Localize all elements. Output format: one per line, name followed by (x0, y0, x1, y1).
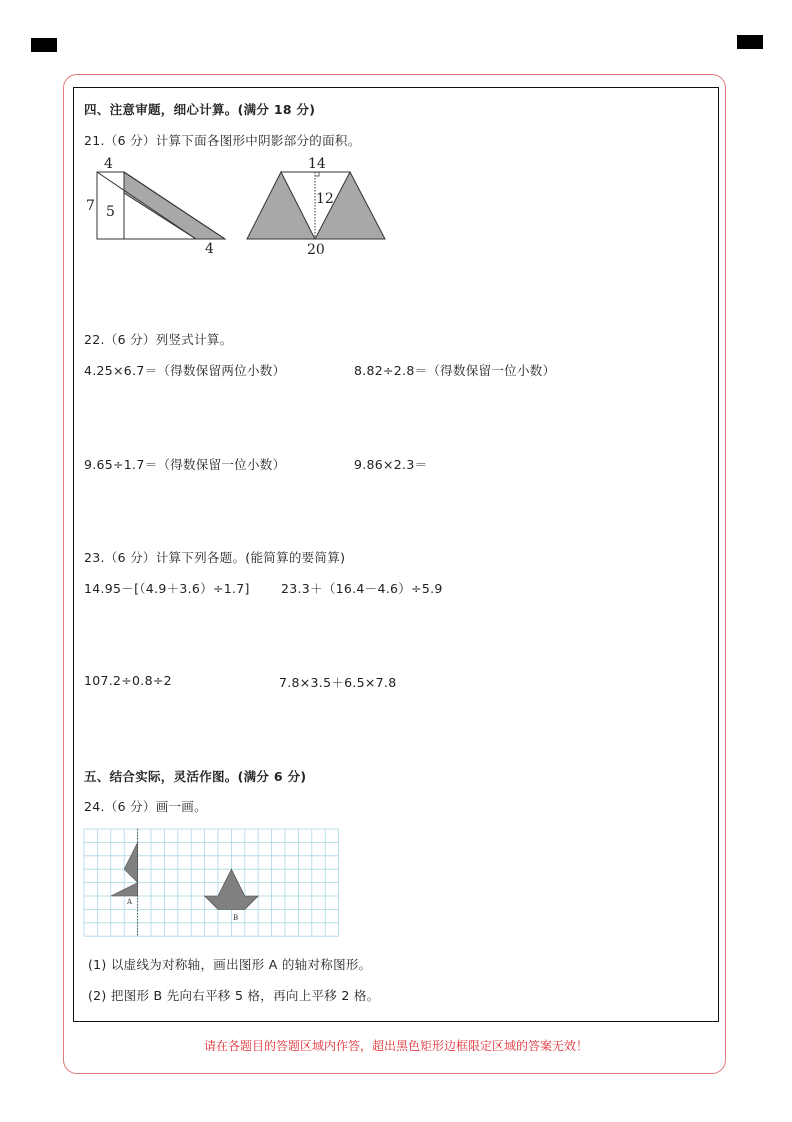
shape-a-label: A (127, 898, 133, 906)
q24-prompt: 24.（6 分）画一画。 (84, 799, 207, 814)
q23-item-2: 23.3＋（16.4－4.6）÷5.9 (281, 581, 443, 596)
fig2-height-label: 12 (316, 191, 334, 207)
section-5-title: 五、结合实际，灵活作图。(满分 6 分) (84, 769, 307, 784)
q22-item-2: 8.82÷2.8＝（得数保留一位小数） (354, 363, 556, 378)
fig2-top-label: 14 (308, 156, 326, 172)
fig1-top-label: 4 (104, 156, 113, 172)
fig1-left-label: 7 (86, 198, 95, 214)
fig2-bottom-label: 20 (307, 242, 325, 258)
section-4-title: 四、注意审题，细心计算。(满分 18 分) (84, 102, 316, 117)
q24-task-1: (1) 以虚线为对称轴，画出图形 A 的轴对称图形。 (88, 957, 372, 972)
q23-item-3: 107.2÷0.8÷2 (84, 673, 172, 688)
q22-item-3: 9.65÷1.7＝（得数保留一位小数） (84, 457, 286, 472)
footer-notice: 请在各题目的答题区域内作答，超出黑色矩形边框限定区域的答案无效！ (203, 1039, 588, 1053)
fig1-inner-label: 5 (106, 204, 115, 220)
q24-grid-figure (84, 829, 340, 937)
q22-item-1: 4.25×6.7＝（得数保留两位小数） (84, 363, 286, 378)
q23-prompt: 23.（6 分）计算下列各题。(能简算的要简算) (84, 550, 346, 565)
q22-item-4: 9.86×2.3＝ (354, 457, 428, 472)
q23-item-4: 7.8×3.5＋6.5×7.8 (279, 675, 397, 690)
q23-item-1: 14.95－[（4.9＋3.6）÷1.7] (84, 581, 250, 596)
fig1-bottom-label: 4 (205, 241, 214, 257)
q21-prompt: 21.（6 分）计算下面各图形中阴影部分的面积。 (84, 133, 361, 148)
shape-b-label: B (233, 914, 239, 922)
q22-prompt: 22.（6 分）列竖式计算。 (84, 332, 233, 347)
q24-task-2: (2) 把图形 B 先向右平移 5 格，再向上平移 2 格。 (88, 988, 380, 1003)
shape-b (205, 869, 259, 909)
